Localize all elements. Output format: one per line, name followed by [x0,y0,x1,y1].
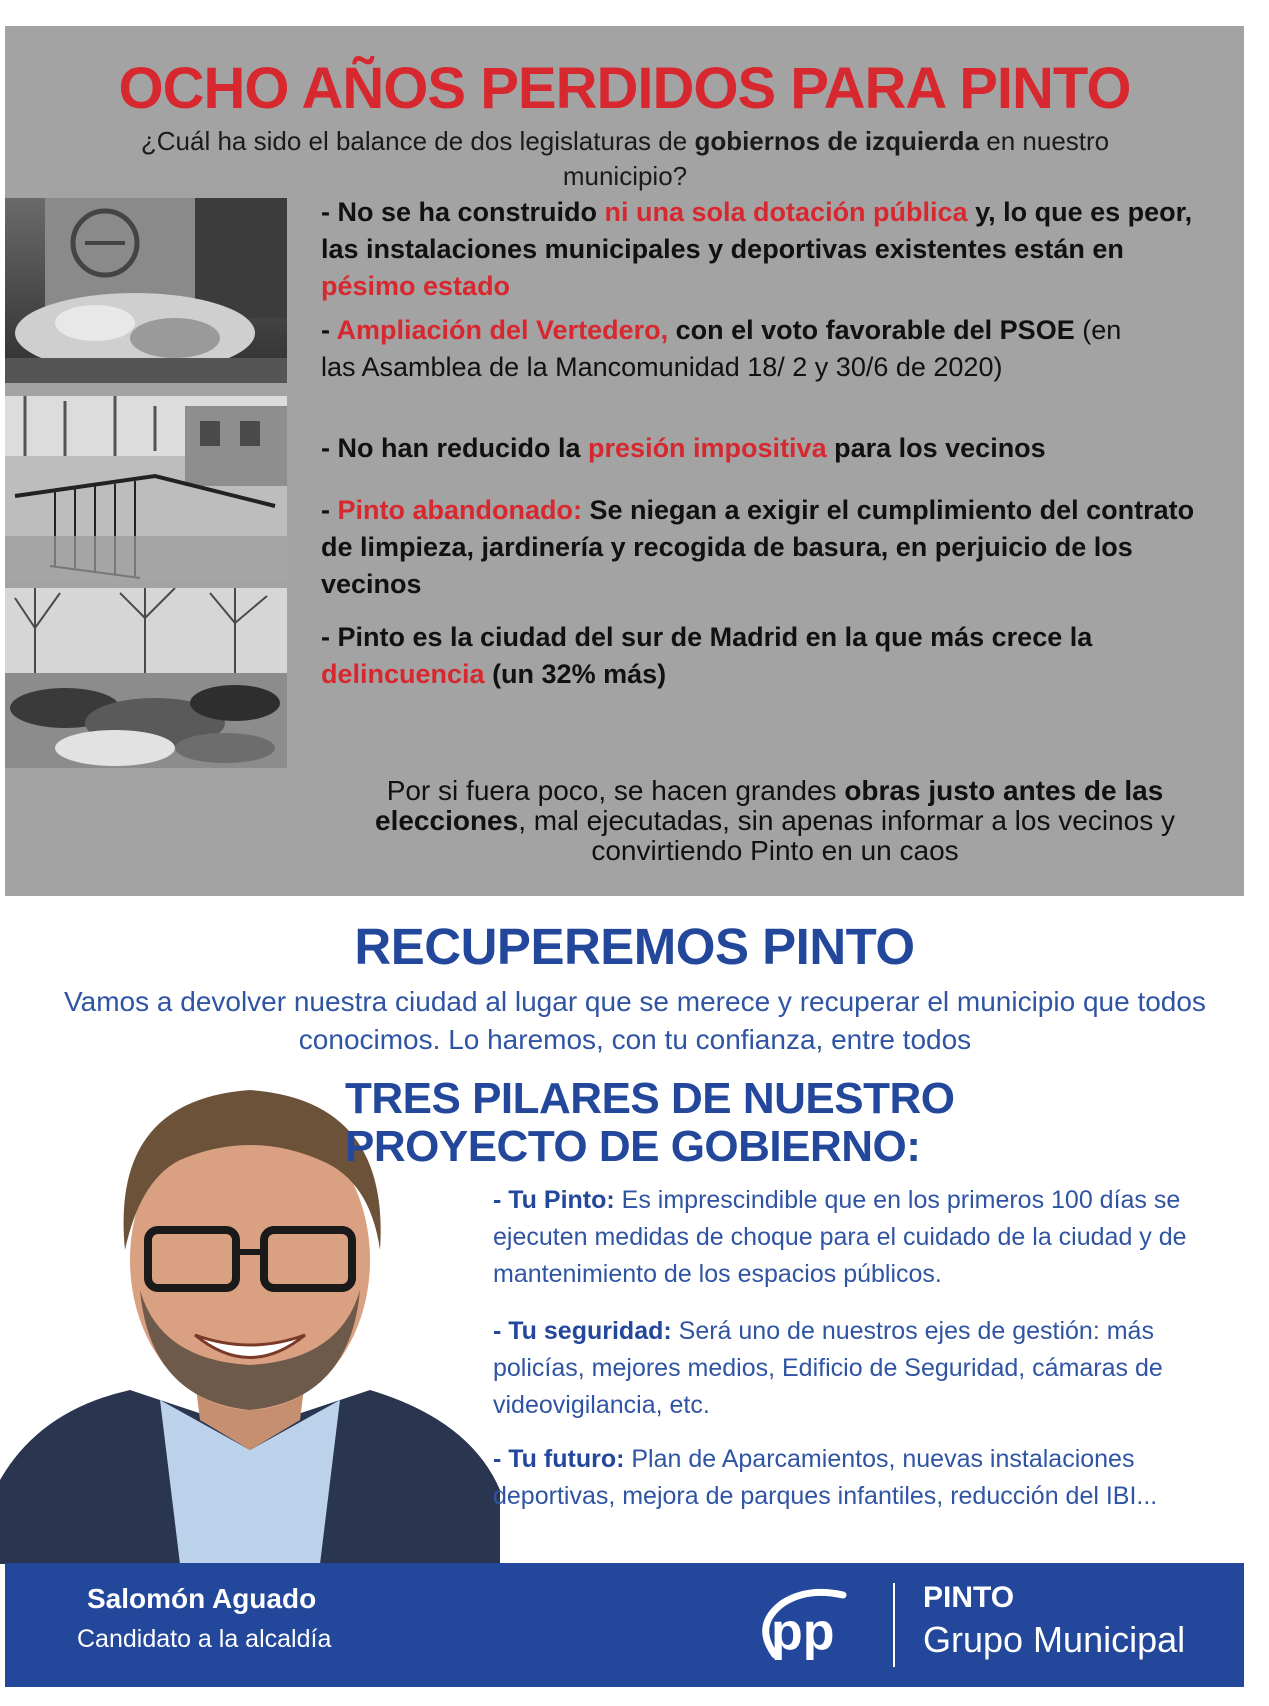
bullet-crime [321,619,1221,693]
pillar-1-text: Es imprescindible que en los primeros 100 días se ejecuten medidas de choque para el cuidado de la ciudad y de mantenimiento de los espacios públicos. [493,1186,1187,1288]
bullet-4-text-2: Se niegan a exigir el cumplimiento del contrato de limpieza, jardinería y recogida de basura, en perjuicio de los vecinos [321,495,1195,599]
bullet-4-text-1: - [321,495,338,525]
bullet-5-highlight: delincuencia [321,659,485,689]
pillar-tu-seguridad [493,1313,1233,1424]
subtitle-text-2: en nuestro municipio? [562,126,1110,191]
photo-garbage-container [5,198,287,383]
closing-bold: obras justo antes de las elecciones [375,775,1164,836]
closing-paragraph [320,776,1230,866]
bullet-3-highlight: presión impositiva [588,433,827,463]
bullet-3-text-2: para los vecinos [826,433,1046,463]
photo-dumped-trash [5,588,287,768]
bullet-1-text-2: y, lo que es peor, las instalaciones municipales y deportivas existentes están en [321,197,1193,264]
bullet-2-note: (en las Asamblea de la Mancomunidad 18/ 2 y 30/6 de 2020) [321,315,1122,382]
pillar-tu-pinto [493,1182,1233,1293]
footer-bar [5,1563,1244,1687]
pillars-title-line-1: TRES PILARES DE NUESTRO [345,1074,955,1123]
bullet-2-text-1: - [321,315,337,345]
bullet-abandoned [321,492,1221,603]
problems-panel [5,26,1244,896]
pp-logo-icon [753,1585,863,1667]
subtitle-bold: gobiernos de izquierda [694,126,980,156]
photo-construction-fences [5,396,287,581]
recover-title: RECUPEREMOS PINTO [354,918,915,975]
pillar-3-text: Plan de Aparcamientos, nuevas instalaciones deportivas, mejora de parques infantiles, reducción del IBI... [493,1445,1158,1510]
pillar-tu-futuro [493,1441,1213,1515]
headline: OCHO AÑOS PERDIDOS PARA PINTO [118,56,1131,121]
candidate-role: Candidato a la alcaldía [77,1625,332,1653]
pillar-3-label: - Tu futuro: [493,1445,625,1473]
bullet-5-text-2: (un 32% más) [484,659,667,689]
bullet-1-highlight-2: pésimo estado [321,271,511,301]
pillar-2-label: - Tu seguridad: [493,1317,672,1345]
bullet-4-highlight: Pinto abandonado: [337,495,582,525]
closing-text-1: Por si fuera poco, se hacen grandes [386,775,845,806]
org-group: Grupo Municipal [923,1619,1186,1660]
pp-logo-text: pp [771,1603,835,1661]
bullet-2-text-2: con el voto favorable del PSOE [668,315,1075,345]
org-name: PINTO [923,1581,1015,1614]
recover-text: Vamos a devolver nuestra ciudad al lugar que se merece y recuperar el municipio que todos conocimos. Lo haremos, con tu confianza, entre todos [64,986,1206,1055]
subtitle-text-1: ¿Cuál ha sido el balance de dos legislaturas de [140,126,695,156]
bullet-2-highlight: Ampliación del Vertedero, [336,315,669,345]
bullet-1-highlight-1: ni una sola dotación pública [604,197,968,227]
candidate-name: Salomón Aguado [87,1583,317,1614]
pillar-1-label: - Tu Pinto: [493,1186,615,1214]
bullet-5-text-1: - Pinto es la ciudad del sur de Madrid en la que más crece la [321,622,1093,652]
pillar-2-text: Será uno de nuestros ejes de gestión: más policías, mejores medios, Edificio de Seguridad, cámaras de videovigilancia, etc. [493,1317,1163,1419]
bullet-landfill [321,312,1141,386]
subtitle [135,124,1115,194]
pillars-title [345,1075,1225,1171]
bullet-public-facilities [321,194,1221,305]
footer-divider [893,1583,895,1667]
bullet-1-text-1: - No se ha construido [321,197,605,227]
closing-text-2: , mal ejecutadas, sin apenas informar a los vecinos y convirtiendo Pinto en un caos [518,805,1175,866]
pillars-title-line-2: PROYECTO DE GOBIERNO: [345,1122,921,1171]
bullet-tax-pressure [321,430,1221,467]
bullet-3-text-1: - No han reducido la [321,433,589,463]
